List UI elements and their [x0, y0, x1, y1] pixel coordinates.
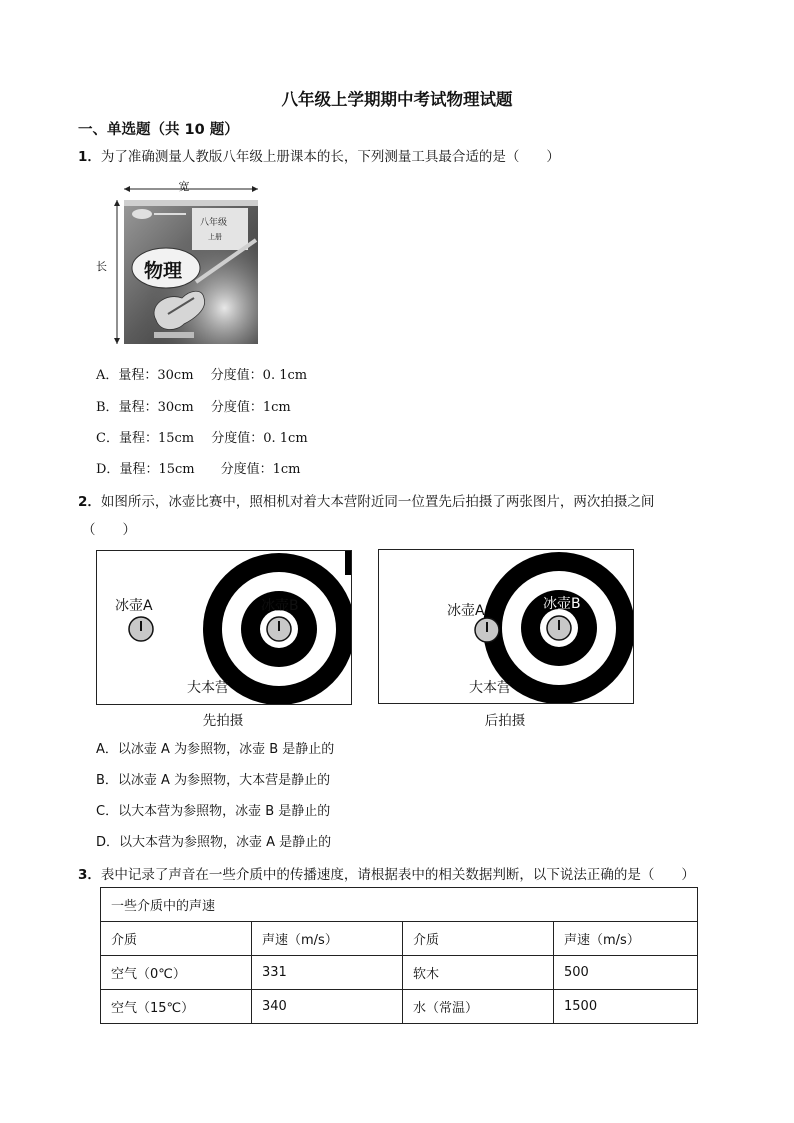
table-header-row	[101, 922, 698, 956]
table-cell: 水（常温）	[403, 990, 554, 1024]
answer-bracket: （ ）	[82, 522, 136, 538]
stone-a-label: 冰壶A	[447, 603, 485, 619]
option-a: A．量程：30cm 分度值：0. 1cm	[96, 368, 308, 383]
option-d: D．以大本营为参照物，冰壶 A 是静止的	[96, 835, 332, 850]
question-1	[78, 145, 560, 165]
table-header: 声速（m/s）	[554, 922, 698, 956]
table-header: 声速（m/s）	[252, 922, 403, 956]
table-row	[101, 990, 698, 1024]
question-3	[78, 863, 695, 883]
caption-first: 先拍摄	[202, 713, 244, 729]
table-caption-row	[101, 888, 698, 922]
table-cell: 331	[252, 956, 403, 990]
photo-first	[96, 550, 352, 705]
sound-speed-table	[100, 887, 698, 1024]
question-text: 如图所示，冰壶比赛中，照相机对着大本营附近同一位置先后拍摄了两张图片，两次拍摄之间	[100, 494, 655, 510]
option-a: A．以冰壶 A 为参照物，冰壶 B 是静止的	[96, 742, 335, 757]
length-label: 长	[96, 260, 107, 273]
table-cell: 500	[554, 956, 698, 990]
page-title: 八年级上学期期中考试物理试题	[281, 90, 513, 109]
table-header: 介质	[403, 922, 554, 956]
table-cell: 空气（0℃）	[101, 956, 252, 990]
cover-grade: 八年级	[200, 218, 228, 228]
table-cell: 空气（15℃）	[101, 990, 252, 1024]
option-d: D．量程：15cm 分度值：1cm	[96, 462, 301, 477]
question-text: 为了准确测量人教版八年级上册课本的长，下列测量工具最合适的是（ ）	[100, 149, 560, 165]
question-2	[78, 490, 654, 510]
table-row	[101, 956, 698, 990]
question-text: 表中记录了声音在一些介质中的传播速度，请根据表中的相关数据判断，以下说法正确的是（ ）	[100, 867, 695, 883]
section-heading: 一、单选题（共 10 题）	[78, 122, 239, 138]
option-c: C．量程：15cm 分度值：0. 1cm	[96, 431, 308, 446]
question-number: 1．	[78, 149, 101, 165]
stone-a-label: 冰壶A	[115, 598, 153, 614]
table-header: 介质	[101, 922, 252, 956]
textbook-figure	[96, 172, 266, 350]
photo-second	[378, 549, 634, 704]
option-c: C．以大本营为参照物，冰壶 B 是静止的	[96, 804, 331, 819]
option-b: B．以冰壶 A 为参照物，大本营是静止的	[96, 773, 331, 788]
table-cell: 340	[252, 990, 403, 1024]
house-label: 大本营	[469, 680, 511, 696]
table-cell: 软木	[403, 956, 554, 990]
stone-b-label: 冰壶B	[261, 598, 299, 614]
table-cell: 1500	[554, 990, 698, 1024]
table-caption: 一些介质中的声速	[101, 888, 698, 922]
caption-second: 后拍摄	[484, 713, 526, 729]
house-label: 大本营	[187, 680, 229, 696]
stone-b-label: 冰壶B	[543, 596, 581, 612]
option-b: B．量程：30cm 分度值：1cm	[96, 400, 291, 415]
cover-subject: 物理	[144, 260, 183, 282]
cover-volume: 上册	[208, 233, 222, 241]
question-number: 3．	[78, 867, 101, 883]
question-number: 2．	[78, 494, 101, 510]
width-label: 宽	[178, 180, 190, 193]
